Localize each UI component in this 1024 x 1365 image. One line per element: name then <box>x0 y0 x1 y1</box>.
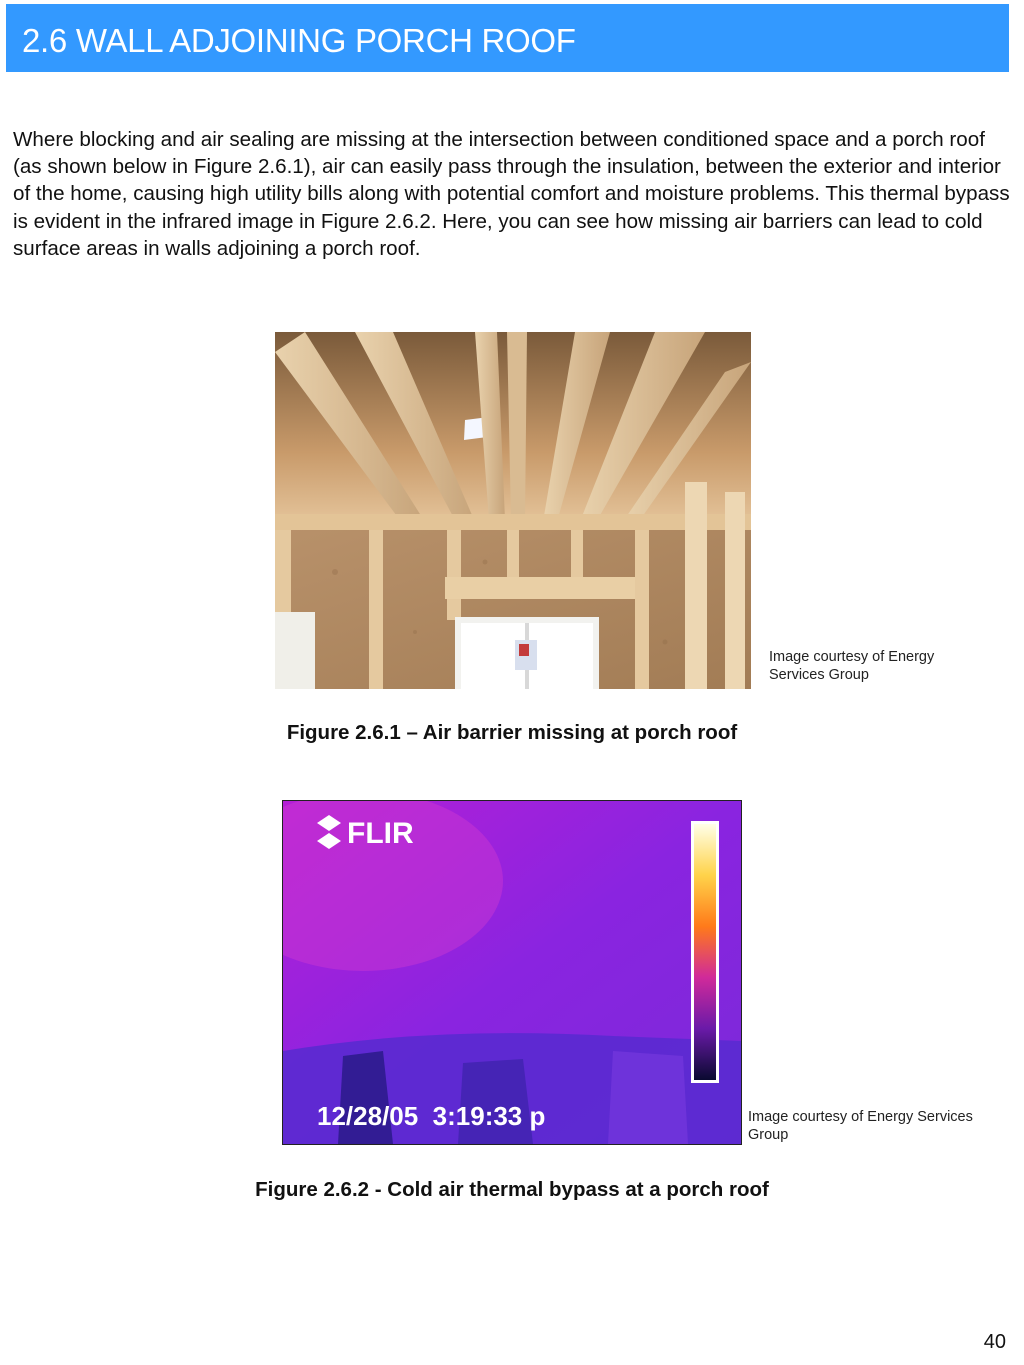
intro-paragraph: Where blocking and air sealing are missing at the intersection between conditioned space and a porch roof (as shown below in Figure 2.6.1), air can easily pass through the insulation, between the exterior and interior of the home, causing high utility bills along with potential comfort and moisture problems. This thermal bypass is evident in the infrared image in Figure 2.6.2. Here, you can see how missing air barriers can lead to cold surface areas in walls adjoining a porch roof. <box>13 128 1010 260</box>
figure2-caption: Figure 2.6.2 - Cold air thermal bypass at a porch roof <box>255 1178 769 1201</box>
infrared-thermal-image <box>282 800 742 1145</box>
figure2-image-credit: Image courtesy of Energy Services Group <box>748 1109 973 1143</box>
section-header <box>6 4 1009 72</box>
temperature-scale-bar <box>694 824 716 1080</box>
flir-logo-text: FLIR <box>347 817 414 850</box>
ir-timestamp: 12/28/05 3:19:33 p <box>317 1101 546 1131</box>
porch-roof-framing-photo <box>275 332 751 689</box>
page-number: 40 <box>983 1331 1006 1353</box>
figure1-caption: Figure 2.6.1 – Air barrier missing at porch roof <box>286 721 738 744</box>
section-title: 2.6 WALL ADJOINING PORCH ROOF <box>22 22 576 59</box>
figure1-image-credit: Image courtesy of Energy Services Group <box>769 649 935 683</box>
